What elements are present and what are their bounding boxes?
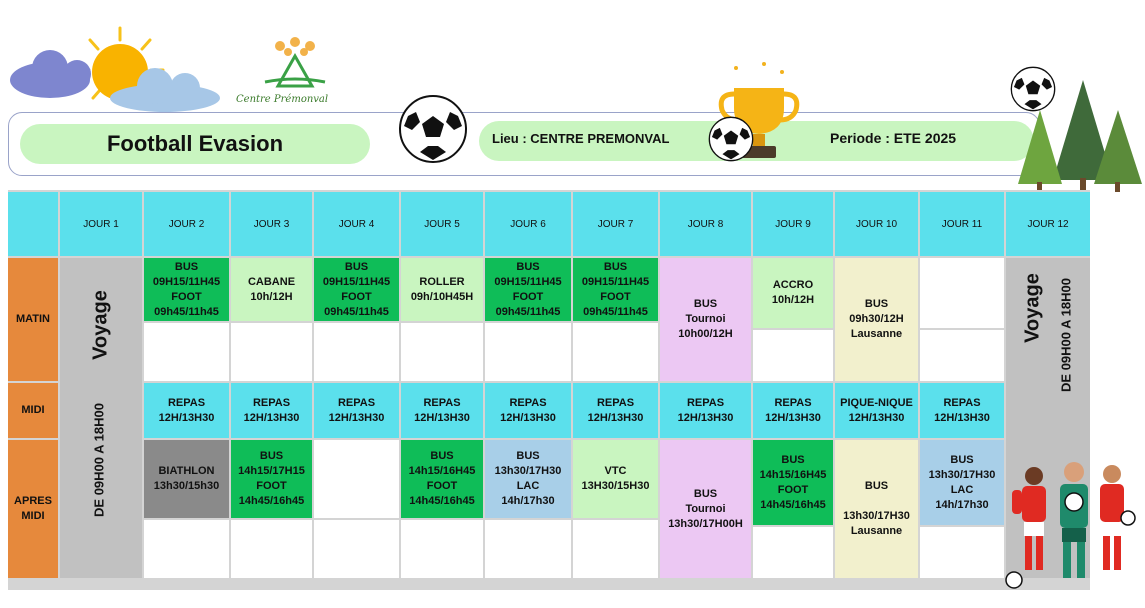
activity-cell: REPAS 12H/13H30 [920, 383, 1004, 438]
activity-cell: BUS 13h30/17H30 Lausanne [835, 440, 918, 578]
page-title: Football Evasion [20, 124, 370, 164]
activity-cell: PIQUE-NIQUE 12H/13H30 [835, 383, 918, 438]
empty-cell [753, 330, 833, 381]
day-header: JOUR 9 [753, 192, 833, 256]
activity-cell: REPAS 12H/13H30 [401, 383, 483, 438]
players-illustration [1004, 458, 1142, 590]
activity-cell: BUS 09H15/11H45 FOOT 09h45/11h45 [144, 258, 229, 321]
football-icon [708, 116, 754, 162]
activity-cell: REPAS 12H/13H30 [573, 383, 658, 438]
activity-cell: REPAS 12H/13H30 [485, 383, 571, 438]
empty-cell [314, 440, 399, 518]
empty-cell [314, 520, 399, 578]
day-header: JOUR 11 [920, 192, 1004, 256]
voyage-hours: DE 09H00 A 18H00 [1058, 278, 1074, 392]
day-header: JOUR 3 [231, 192, 312, 256]
empty-cell [231, 520, 312, 578]
voyage-hours: DE 09H00 A 18H00 [91, 403, 107, 517]
activity-cell: BUS 09H15/11H45 FOOT 09h45/11h45 [573, 258, 658, 321]
empty-cell [144, 323, 229, 381]
activity-cell: ACCRO 10h/12H [753, 258, 833, 328]
day-header: JOUR 4 [314, 192, 399, 256]
activity-cell: REPAS 12H/13H30 [314, 383, 399, 438]
empty-cell [920, 330, 1004, 381]
trees-illustration [1018, 80, 1145, 192]
day-header: JOUR 10 [835, 192, 918, 256]
empty-cell [485, 323, 571, 381]
empty-cell [401, 520, 483, 578]
activity-cell: BUS 14h15/16H45 FOOT 14h45/16h45 [753, 440, 833, 525]
day-header: JOUR 12 [1006, 192, 1090, 256]
empty-cell [920, 258, 1004, 328]
row-label-midi: MIDI [8, 383, 58, 438]
empty-cell [753, 527, 833, 578]
activity-cell: BUS 14h15/17H15 FOOT 14h45/16h45 [231, 440, 312, 518]
logo-text: Centre Prémonval [236, 94, 329, 105]
activity-cell: BUS 13h30/17H30 LAC 14h/17h30 [485, 440, 571, 518]
empty-cell [231, 323, 312, 381]
empty-cell [485, 520, 571, 578]
corner-cell [8, 192, 58, 256]
voyage-label: Voyage [1021, 273, 1044, 343]
activity-cell: BUS Tournoi 10h00/12H [660, 258, 751, 381]
empty-cell [144, 520, 229, 578]
activity-cell: REPAS 12H/13H30 [753, 383, 833, 438]
row-label-matin: MATIN [8, 258, 58, 381]
day-header: JOUR 1 [60, 192, 142, 256]
activity-cell: BUS 09h30/12H Lausanne [835, 258, 918, 381]
activity-cell: ROLLER 09h/10H45H [401, 258, 483, 321]
activity-cell: BUS 09H15/11H45 FOOT 09h45/11h45 [314, 258, 399, 321]
voyage-label: Voyage [89, 290, 112, 360]
activity-cell: REPAS 12H/13H30 [660, 383, 751, 438]
empty-cell [401, 323, 483, 381]
row-label-apres-midi: APRES MIDI [8, 440, 58, 578]
activity-cell: REPAS 12H/13H30 [231, 383, 312, 438]
centre-premonval-logo [260, 36, 330, 92]
empty-cell [573, 520, 658, 578]
day-header: JOUR 8 [660, 192, 751, 256]
empty-cell [920, 527, 1004, 578]
location-label: Lieu : CENTRE PREMONVAL [492, 131, 670, 146]
empty-cell [573, 323, 658, 381]
activity-cell: BUS 13h30/17H30 LAC 14h/17h30 [920, 440, 1004, 525]
activity-cell: VTC 13H30/15H30 [573, 440, 658, 518]
activity-cell: REPAS 12H/13H30 [144, 383, 229, 438]
activity-cell: CABANE 10h/12H [231, 258, 312, 321]
day-header: JOUR 2 [144, 192, 229, 256]
empty-cell [314, 323, 399, 381]
activity-cell: BUS Tournoi 13h30/17H00H [660, 440, 751, 578]
period-label: Periode : ETE 2025 [830, 130, 957, 146]
football-icon [398, 94, 468, 164]
weather-illustration [5, 22, 230, 117]
activity-cell: BIATHLON 13h30/15h30 [144, 440, 229, 518]
activity-cell: BUS 09H15/11H45 FOOT 09h45/11h45 [485, 258, 571, 321]
activity-cell: BUS 14h15/16H45 FOOT 14h45/16h45 [401, 440, 483, 518]
day-header: JOUR 5 [401, 192, 483, 256]
day-header: JOUR 6 [485, 192, 571, 256]
day-header: JOUR 7 [573, 192, 658, 256]
